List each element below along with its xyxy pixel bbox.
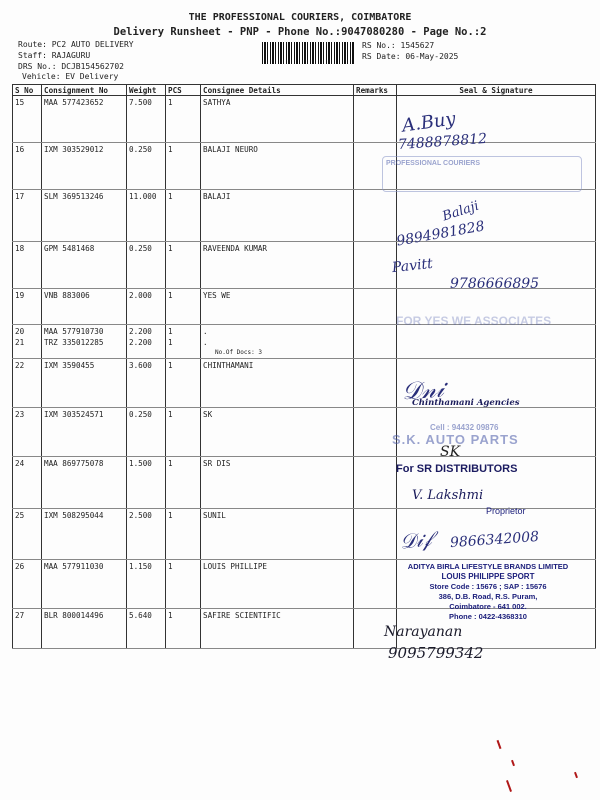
table-row <box>13 96 596 143</box>
signature-23: SK <box>440 444 461 460</box>
consignment-cell-text: IXM 508295044 <box>44 510 104 520</box>
pcs-cell <box>166 608 201 648</box>
remarks-cell <box>354 336 397 358</box>
consignment-cell-text: MAA 577423652 <box>44 98 104 107</box>
sno-cell-text: 25 <box>15 510 25 520</box>
col-pcs: PCS <box>166 85 201 96</box>
sno-cell <box>13 508 42 559</box>
sno-cell-text: 15 <box>15 98 25 107</box>
stamp-26-line3: Store Code : 15676 ; SAP : 15676 <box>429 582 547 591</box>
weight-cell-text: 11.000 <box>129 192 157 201</box>
phone-25: 9866342008 <box>449 528 540 552</box>
consignee-cell-text: BALAJI NEURO <box>203 145 258 154</box>
sno-cell-text: 24 <box>15 458 25 468</box>
consignee-cell-text: YES WE <box>203 291 231 300</box>
stamp-26-line4: 386, D.B. Road, R.S. Puram, <box>438 592 538 601</box>
pcs-cell-text: 1 <box>168 510 173 520</box>
weight-cell <box>127 190 166 242</box>
consignment-cell-text: MAA 869775078 <box>44 458 104 468</box>
consignment-cell <box>42 190 127 242</box>
consignee-cell <box>201 456 354 508</box>
weight-cell <box>127 289 166 325</box>
col-signature: Seal & Signature <box>397 85 596 96</box>
sno-cell <box>13 289 42 325</box>
vehicle-text: Vehicle: EV Delivery <box>22 72 119 81</box>
pcs-cell <box>166 407 201 456</box>
weight-cell-text: 2.000 <box>129 291 152 300</box>
stamp-23-phone: Cell : 94432 09876 <box>430 423 499 432</box>
sno-cell <box>13 96 42 143</box>
sno-cell <box>13 559 42 608</box>
remarks-cell <box>354 289 397 325</box>
consignment-cell-text: SLM 369513246 <box>44 192 104 201</box>
table-row <box>13 336 596 358</box>
sno-cell-text: 27 <box>15 610 25 620</box>
stamp-26-line6: Phone : 0422-4368310 <box>449 612 527 621</box>
consignee-cell <box>201 608 354 648</box>
col-weight: Weight <box>127 85 166 96</box>
consignee-cell-text: . <box>203 338 208 347</box>
signature-18: Pavitt <box>391 255 434 277</box>
consignee-cell <box>201 143 354 190</box>
consignment-cell <box>42 508 127 559</box>
col-remarks: Remarks <box>354 85 397 96</box>
weight-cell <box>127 358 166 407</box>
table-row <box>13 190 596 242</box>
sno-cell <box>13 608 42 648</box>
sno-cell <box>13 358 42 407</box>
consignment-cell <box>42 336 127 358</box>
weight-cell <box>127 407 166 456</box>
signature-cell <box>397 336 596 358</box>
consignee-cell-text: BALAJI <box>203 192 231 201</box>
remarks-cell <box>354 358 397 407</box>
pcs-cell <box>166 289 201 325</box>
stamp-26-line1: ADITYA BIRLA LIFESTYLE BRANDS LIMITED <box>407 562 569 571</box>
consignee-cell <box>201 242 354 289</box>
sno-cell <box>13 456 42 508</box>
pcs-cell-text: 1 <box>168 192 173 201</box>
consignee-cell-text: CHINTHAMANI <box>203 360 254 370</box>
consignment-cell-text: MAA 577911030 <box>44 561 104 571</box>
pcs-cell <box>166 456 201 508</box>
weight-cell-text: 7.500 <box>129 98 152 107</box>
consignment-cell-text: TRZ 335012285 <box>44 338 104 347</box>
remarks-cell <box>354 325 397 337</box>
consignment-cell <box>42 325 127 337</box>
weight-cell <box>127 325 166 337</box>
sno-cell-text: 18 <box>15 244 25 253</box>
pcs-cell-text: 1 <box>168 327 173 336</box>
stamp-19: FOR YES WE ASSOCIATES <box>396 314 552 328</box>
stamp-16: PROFESSIONAL COURIERS <box>382 156 582 192</box>
consignment-cell <box>42 559 127 608</box>
consignment-cell <box>42 456 127 508</box>
pcs-cell-text: 1 <box>168 409 173 419</box>
company-title: THE PROFESSIONAL COURIERS, COIMBATORE <box>188 12 412 23</box>
signature-17: Balaji <box>440 198 481 225</box>
consignee-cell-text: LOUIS PHILLIPE <box>203 561 268 571</box>
remarks-cell <box>354 190 397 242</box>
remarks-cell <box>354 508 397 559</box>
pcs-cell-text: 1 <box>168 338 173 347</box>
scan-mark <box>574 772 578 778</box>
stamp-26-line5: Coimbatore - 641 002. <box>449 602 527 611</box>
pcs-cell <box>166 325 201 337</box>
pcs-cell <box>166 559 201 608</box>
sno-cell <box>13 325 42 337</box>
remarks-cell <box>354 456 397 508</box>
sno-cell <box>13 242 42 289</box>
consignee-cell <box>201 336 354 358</box>
stamp-23-name: S.K. AUTO PARTS <box>392 432 519 447</box>
weight-cell-text: 0.250 <box>129 244 152 253</box>
consignee-cell <box>201 190 354 242</box>
weight-cell-text: 1.150 <box>129 561 152 571</box>
signature-25-scribble: 𝒟𝒾𝒻 <box>398 526 433 554</box>
drs-text: DRS No.: DCJB154562702 <box>18 62 124 71</box>
pcs-cell-text: 1 <box>168 561 173 571</box>
consignment-cell <box>42 96 127 143</box>
barcode <box>262 42 354 64</box>
sno-cell <box>13 407 42 456</box>
consignee-cell <box>201 96 354 143</box>
consignee-cell-text: SAFIRE SCIENTIFIC <box>203 610 281 620</box>
stamp-24-company: For SR DISTRIBUTORS <box>396 463 518 475</box>
weight-cell-text: 2.500 <box>129 510 152 520</box>
pcs-cell-text: 1 <box>168 98 173 107</box>
pcs-cell <box>166 358 201 407</box>
signature-15: A.Buy <box>400 108 457 137</box>
consignment-cell <box>42 242 127 289</box>
sno-cell-text: 21 <box>15 338 25 347</box>
consignee-cell-text: SUNIL <box>203 510 226 520</box>
signature-27: Narayanan <box>384 624 463 640</box>
consignment-cell-text: IXM 3590455 <box>44 360 95 370</box>
weight-cell <box>127 336 166 358</box>
phone-18: 9786666895 <box>450 276 540 292</box>
pcs-cell <box>166 96 201 143</box>
docs-count: No.Of Docs: 3 <box>215 349 262 356</box>
weight-cell <box>127 456 166 508</box>
weight-cell <box>127 143 166 190</box>
consignee-cell <box>201 407 354 456</box>
remarks-cell <box>354 96 397 143</box>
pcs-cell-text: 1 <box>168 291 173 300</box>
weight-cell <box>127 608 166 648</box>
consignment-cell-text: IXM 303529012 <box>44 145 104 154</box>
scan-mark <box>506 780 512 792</box>
consignee-cell-text: SR DIS <box>203 458 231 468</box>
scan-mark <box>497 740 502 749</box>
pcs-cell-text: 1 <box>168 458 173 468</box>
consignment-cell <box>42 143 127 190</box>
weight-cell-text: 0.250 <box>129 409 152 419</box>
weight-cell <box>127 96 166 143</box>
pcs-cell <box>166 508 201 559</box>
weight-cell <box>127 508 166 559</box>
consignee-cell <box>201 358 354 407</box>
pcs-cell-text: 1 <box>168 360 173 370</box>
weight-cell-text: 5.640 <box>129 610 152 620</box>
stamp-24-title: Proprietor <box>486 506 526 516</box>
rs-date: RS Date: 06-May-2025 <box>362 52 459 61</box>
consignment-cell-text: IXM 303524571 <box>44 409 104 419</box>
consignment-cell <box>42 358 127 407</box>
weight-cell <box>127 559 166 608</box>
remarks-cell <box>354 407 397 456</box>
consignee-cell <box>201 289 354 325</box>
consignee-cell <box>201 325 354 337</box>
pcs-cell <box>166 242 201 289</box>
route-text: Route: PC2 AUTO DELIVERY <box>18 40 134 49</box>
consignee-cell <box>201 508 354 559</box>
consignment-cell-text: BLR 800014496 <box>44 610 104 620</box>
pcs-cell-text: 1 <box>168 145 173 154</box>
pcs-cell <box>166 190 201 242</box>
consignment-cell <box>42 289 127 325</box>
signature-24: V. Lakshmi <box>412 488 484 503</box>
pcs-cell-text: 1 <box>168 244 173 253</box>
signature-22-scribble: 𝒟𝓃𝒾 <box>401 374 445 406</box>
consignee-cell-text: RAVEENDA KUMAR <box>203 244 268 253</box>
sno-cell-text: 17 <box>15 192 25 201</box>
sno-cell-text: 26 <box>15 561 25 571</box>
pcs-cell <box>166 336 201 358</box>
consignee-cell-text: SK <box>203 409 213 419</box>
sno-cell <box>13 336 42 358</box>
runsheet-title: Delivery Runsheet - PNP - Phone No.:9047080280 - Page No.:2 <box>113 26 487 38</box>
consignment-cell-text: VNB 883006 <box>44 291 90 300</box>
col-sno: S No <box>13 85 42 96</box>
pcs-cell-text: 1 <box>168 610 173 620</box>
weight-cell-text: 2.200 <box>129 327 152 336</box>
consignee-cell-text: SATHYA <box>203 98 231 107</box>
table-header <box>13 85 596 96</box>
rs-number: RS No.: 1545627 <box>362 41 435 50</box>
weight-cell-text: 2.200 <box>129 338 152 347</box>
weight-cell-text: 0.250 <box>129 145 152 154</box>
signature-22: Chinthamani Agencies <box>412 398 520 408</box>
consignment-cell <box>42 608 127 648</box>
phone-15: 7488878812 <box>397 130 488 154</box>
staff-text: Staff: RAJAGURU <box>18 51 91 60</box>
consignee-cell-text: . <box>203 327 208 336</box>
phone-27: 9095799342 <box>388 644 484 662</box>
sno-cell-text: 16 <box>15 145 25 154</box>
col-consignment: Consignment No <box>42 85 127 96</box>
sno-cell-text: 22 <box>15 360 25 370</box>
pcs-cell <box>166 143 201 190</box>
weight-cell-text: 3.600 <box>129 360 152 370</box>
consignment-cell <box>42 407 127 456</box>
weight-cell <box>127 242 166 289</box>
stamp-26-line2: LOUIS PHILIPPE SPORT <box>441 572 535 581</box>
sno-cell-text: 19 <box>15 291 25 300</box>
sno-cell-text: 23 <box>15 409 25 419</box>
consignment-cell-text: MAA 577910730 <box>44 327 104 336</box>
sno-cell <box>13 143 42 190</box>
phone-17: 9894981828 <box>395 218 486 250</box>
sno-cell-text: 20 <box>15 327 25 336</box>
scan-mark <box>511 760 515 766</box>
weight-cell-text: 1.500 <box>129 458 152 468</box>
consignment-cell-text: GPM 5481468 <box>44 244 95 253</box>
consignee-cell <box>201 559 354 608</box>
col-consignee: Consignee Details <box>201 85 354 96</box>
remarks-cell <box>354 242 397 289</box>
sno-cell <box>13 190 42 242</box>
